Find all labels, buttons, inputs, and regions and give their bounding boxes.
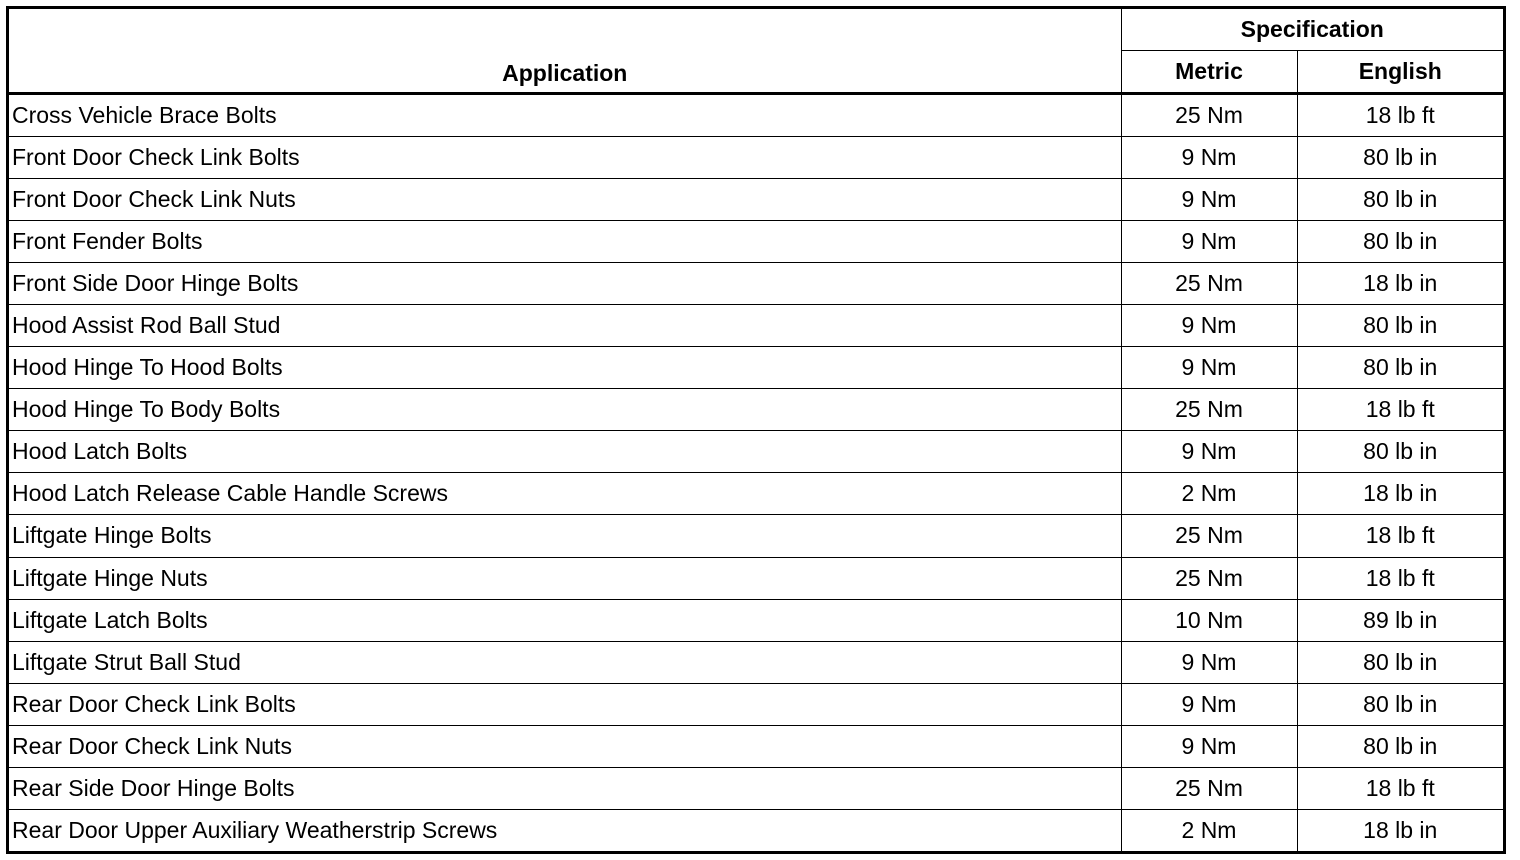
cell-english: 18 lb ft xyxy=(1297,767,1503,809)
cell-application: Hood Hinge To Hood Bolts xyxy=(9,347,1121,389)
cell-english: 80 lb in xyxy=(1297,179,1503,221)
cell-application: Front Door Check Link Nuts xyxy=(9,179,1121,221)
header-row-top xyxy=(9,9,1503,51)
table-row xyxy=(9,725,1503,767)
cell-metric: 9 Nm xyxy=(1121,641,1297,683)
cell-application: Front Fender Bolts xyxy=(9,221,1121,263)
cell-metric: 9 Nm xyxy=(1121,137,1297,179)
cell-application: Liftgate Latch Bolts xyxy=(9,599,1121,641)
table-row xyxy=(9,515,1503,557)
cell-metric: 9 Nm xyxy=(1121,725,1297,767)
cell-english: 80 lb in xyxy=(1297,347,1503,389)
table-row xyxy=(9,389,1503,431)
cell-metric: 2 Nm xyxy=(1121,473,1297,515)
table-row xyxy=(9,179,1503,221)
cell-application: Hood Latch Bolts xyxy=(9,431,1121,473)
cell-metric: 25 Nm xyxy=(1121,389,1297,431)
cell-metric: 25 Nm xyxy=(1121,263,1297,305)
column-header-application: Application xyxy=(9,9,1121,94)
cell-english: 18 lb ft xyxy=(1297,557,1503,599)
table-row xyxy=(9,305,1503,347)
cell-application: Rear Door Check Link Nuts xyxy=(9,725,1121,767)
cell-metric: 9 Nm xyxy=(1121,179,1297,221)
cell-application: Liftgate Hinge Bolts xyxy=(9,515,1121,557)
cell-application: Hood Assist Rod Ball Stud xyxy=(9,305,1121,347)
table-row xyxy=(9,347,1503,389)
cell-english: 18 lb ft xyxy=(1297,515,1503,557)
column-group-header-specification: Specification xyxy=(1121,9,1503,51)
table-row xyxy=(9,809,1503,851)
cell-application: Hood Latch Release Cable Handle Screws xyxy=(9,473,1121,515)
cell-english: 80 lb in xyxy=(1297,641,1503,683)
cell-application: Front Door Check Link Bolts xyxy=(9,137,1121,179)
column-header-english: English xyxy=(1297,51,1503,94)
cell-application: Liftgate Strut Ball Stud xyxy=(9,641,1121,683)
cell-english: 80 lb in xyxy=(1297,305,1503,347)
cell-english: 80 lb in xyxy=(1297,431,1503,473)
cell-metric: 9 Nm xyxy=(1121,347,1297,389)
cell-metric: 9 Nm xyxy=(1121,683,1297,725)
cell-metric: 2 Nm xyxy=(1121,809,1297,851)
cell-application: Front Side Door Hinge Bolts xyxy=(9,263,1121,305)
table-row xyxy=(9,683,1503,725)
spec-table-frame xyxy=(6,6,1506,854)
table-row xyxy=(9,431,1503,473)
cell-metric: 10 Nm xyxy=(1121,599,1297,641)
cell-english: 18 lb in xyxy=(1297,473,1503,515)
cell-metric: 25 Nm xyxy=(1121,515,1297,557)
cell-application: Cross Vehicle Brace Bolts xyxy=(9,94,1121,137)
cell-english: 80 lb in xyxy=(1297,221,1503,263)
table-row xyxy=(9,557,1503,599)
cell-application: Liftgate Hinge Nuts xyxy=(9,557,1121,599)
cell-english: 80 lb in xyxy=(1297,683,1503,725)
table-row xyxy=(9,767,1503,809)
table-row xyxy=(9,599,1503,641)
fastener-spec-table xyxy=(9,9,1503,851)
cell-metric: 25 Nm xyxy=(1121,557,1297,599)
cell-metric: 25 Nm xyxy=(1121,94,1297,137)
cell-metric: 9 Nm xyxy=(1121,305,1297,347)
cell-application: Rear Side Door Hinge Bolts xyxy=(9,767,1121,809)
cell-english: 18 lb ft xyxy=(1297,94,1503,137)
table-row xyxy=(9,221,1503,263)
table-row xyxy=(9,94,1503,137)
cell-english: 18 lb in xyxy=(1297,809,1503,851)
cell-english: 18 lb in xyxy=(1297,263,1503,305)
column-header-metric: Metric xyxy=(1121,51,1297,94)
cell-english: 80 lb in xyxy=(1297,137,1503,179)
table-row xyxy=(9,641,1503,683)
table-row xyxy=(9,473,1503,515)
cell-english: 80 lb in xyxy=(1297,725,1503,767)
cell-english: 89 lb in xyxy=(1297,599,1503,641)
table-row xyxy=(9,137,1503,179)
table-row xyxy=(9,263,1503,305)
cell-application: Rear Door Check Link Bolts xyxy=(9,683,1121,725)
cell-application: Hood Hinge To Body Bolts xyxy=(9,389,1121,431)
cell-english: 18 lb ft xyxy=(1297,389,1503,431)
table-body xyxy=(9,94,1503,852)
cell-metric: 25 Nm xyxy=(1121,767,1297,809)
cell-application: Rear Door Upper Auxiliary Weatherstrip Screws xyxy=(9,809,1121,851)
cell-metric: 9 Nm xyxy=(1121,431,1297,473)
cell-metric: 9 Nm xyxy=(1121,221,1297,263)
